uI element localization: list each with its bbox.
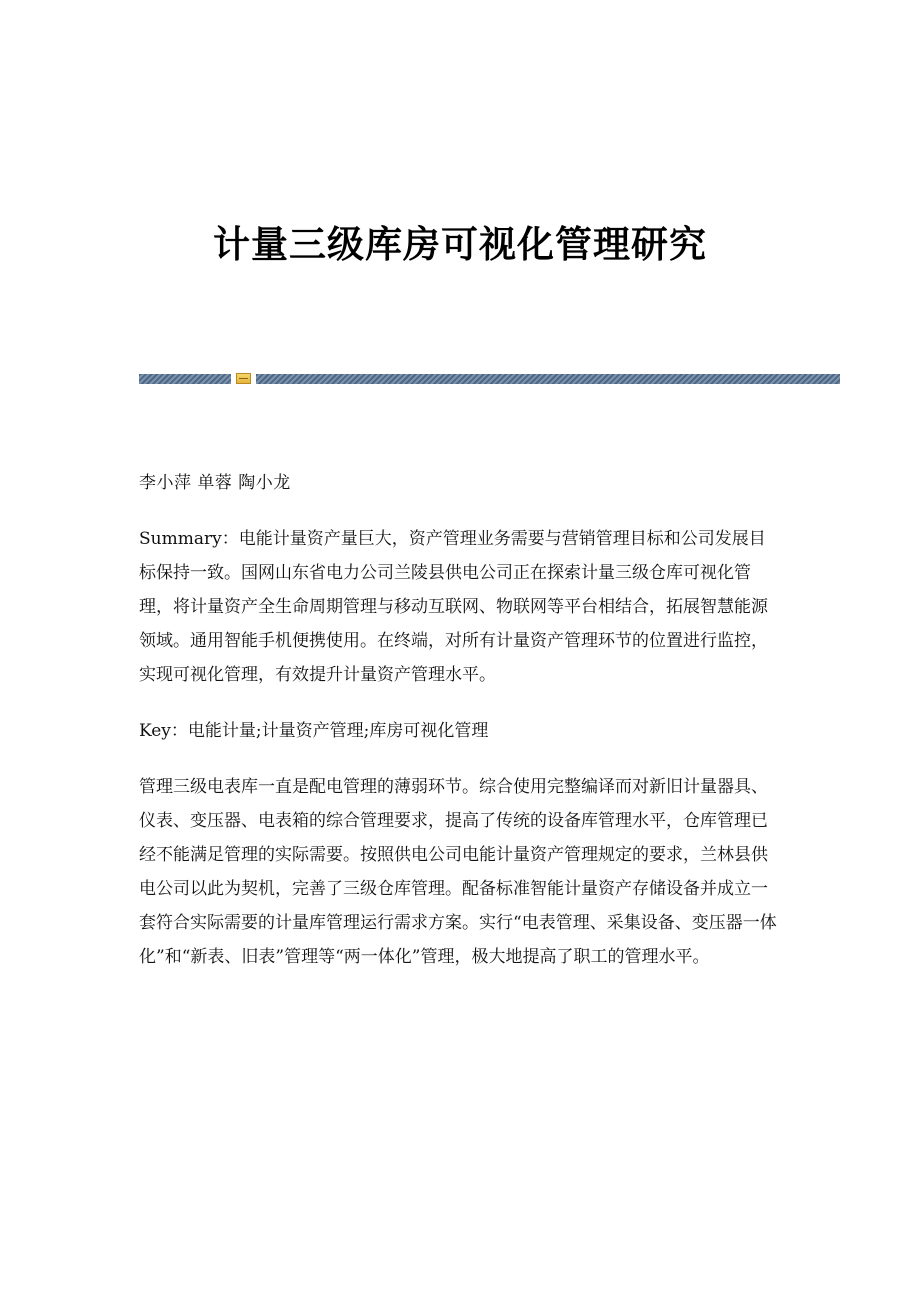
author-list: 李小萍 单蓉 陶小龙 <box>139 473 291 493</box>
title-divider-left <box>139 374 231 384</box>
body-paragraph: 管理三级电表库一直是配电管理的薄弱环节。综合使用完整编译而对新旧计量器具、仪表、变压器、电表箱的综合管理要求，提高了传统的设备库管理水平，仓库管理已经不能满足管理的实际需要。按照供电公司电能计量资产管理规定的要求，兰林县供电公司以此为契机，完善了三级仓库管理。配备标准智能计量资产存储设备并成立一套符合实际需要的计量库管理运行需求方案。实行“电表管理、采集设备、变压器一体化”和“新表、旧表”管理等“两一体化”管理，极大地提高了职工的管理水平。 <box>139 777 777 967</box>
summary-paragraph: Summary：电能计量资产量巨大，资产管理业务需要与营销管理目标和公司发展目标保持一致。国网山东省电力公司兰陵县供电公司正在探索计量三级仓库可视化管理，将计量资产全生命周期管理与移动互联网、物联网等平台相结合，拓展智慧能源领域。通用智能手机便携使用。在终端，对所有计量资产管理环节的位置进行监控，实现可视化管理，有效提升计量资产管理水平。 <box>139 529 768 685</box>
title-divider-right <box>256 374 840 384</box>
document-body <box>139 466 781 996</box>
document-title: 计量三级库房可视化管理研究 <box>213 223 707 266</box>
divider-ornament-icon <box>236 373 251 384</box>
keywords-line: Key：电能计量;计量资产管理;库房可视化管理 <box>139 721 489 741</box>
